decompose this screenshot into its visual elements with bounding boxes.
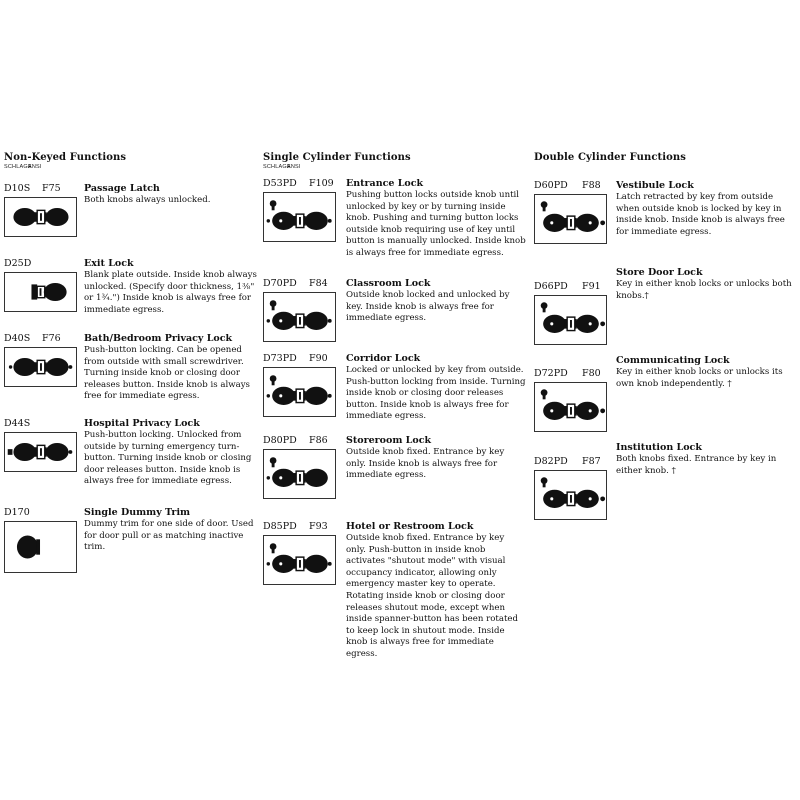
function-code: D25D — [4, 258, 32, 269]
function-code: D72PD F80 — [534, 368, 601, 379]
function-code: D10S F75 — [4, 183, 61, 194]
storeroom-lock-icon — [263, 449, 336, 499]
function-title: Single Dummy Trim — [84, 507, 191, 518]
passage-latch-icon — [4, 197, 77, 237]
function-description: Both knobs fixed. Entrance by key in either knob. † — [616, 454, 777, 476]
function-description: Pushing button locks outside knob until unlocked by key or by turning inside knob. Pushing and turning button locks outside knob requiring use of key until button is manually unlocked. Inside knob is always free for immediate egress. — [346, 190, 526, 258]
function-entry — [263, 521, 528, 659]
function-description: Latch retracted by key from outside when outside knob is locked by key in inside knob. Inside knob is always free for immediate egress. — [616, 192, 785, 237]
function-description: Blank plate outside. Inside knob always unlocked. (Specify door thickness, 1⅜" or 1¾.") Inside knob is always free for immediate egress. — [84, 270, 257, 315]
function-title: Hospital Privacy Lock — [84, 418, 200, 429]
function-description: Key in either knob locks or unlocks both knobs.† — [616, 279, 792, 301]
function-title: Exit Lock — [84, 258, 134, 269]
function-entry — [4, 183, 259, 255]
function-description: Outside knob fixed. Entrance by key only. Push-button in inside knob activates "shutout mode" with visual occupancy indicator, allowing only emergency master key to operate. Rotating inside knob or closing door releases shutout mode, except when inside spanner-button has been rotated to keep lock in shutout mode. Inside knob is always free for immediate egress. — [346, 533, 518, 659]
function-entry — [263, 353, 528, 433]
column-heading: Non-Keyed Functions — [4, 152, 127, 163]
function-code: D44S — [4, 418, 31, 429]
function-description: Outside knob locked and unlocked by key. Inside knob is always free for immediate egress. — [346, 290, 510, 324]
function-title: Institution Lock — [616, 442, 702, 453]
privacy-lock-icon — [4, 347, 77, 387]
function-title: Passage Latch — [84, 183, 160, 194]
function-title: Hotel or Restroom Lock — [346, 521, 474, 532]
column-double-cylinder — [534, 152, 798, 532]
institution-lock-icon — [534, 470, 607, 520]
function-title: Communicating Lock — [616, 355, 730, 366]
function-title: Store Door Lock — [616, 267, 703, 278]
column-sublabels: SCHLAGEANSI — [263, 164, 301, 170]
function-code: D40S F76 — [4, 333, 61, 344]
function-entry — [263, 435, 528, 507]
function-entry — [534, 442, 798, 527]
function-code: D170 — [4, 507, 30, 518]
classroom-lock-icon — [263, 292, 336, 342]
function-title: Entrance Lock — [346, 178, 424, 189]
function-entry — [534, 180, 798, 270]
function-code: D53PD F109 — [263, 178, 334, 189]
function-description: Locked or unlocked by key from outside. Push-button locking from inside. Turning inside knob or closing door releases button. Inside knob is always free for immediate egress. — [346, 365, 526, 422]
function-entry — [534, 267, 798, 352]
function-code: D60PD F88 — [534, 180, 601, 191]
function-code: D70PD F84 — [263, 278, 328, 289]
column-sublabels: SCHLAGEANSI — [4, 164, 42, 170]
exit-lock-icon — [4, 272, 77, 312]
function-description: Push-button locking. Can be opened from outside with small screwdriver. Turning inside knob or closing door releases button. Inside knob is always free for immediate egress. — [84, 345, 250, 402]
function-description: Push-button locking. Unlocked from outside by turning emergency turn-button. Turning inside knob or closing door releases button. Inside knob is always free for immediate egress. — [84, 430, 252, 487]
column-heading: Single Cylinder Functions — [263, 152, 411, 163]
function-title: Bath/Bedroom Privacy Lock — [84, 333, 233, 344]
vestibule-lock-icon — [534, 194, 607, 244]
function-entry — [263, 178, 528, 278]
function-code: D66PD F91 — [534, 281, 601, 292]
hospital-privacy-lock-icon — [4, 432, 77, 472]
function-code: D82PD F87 — [534, 456, 601, 467]
function-description: Key in either knob locks or unlocks its own knob independently. † — [616, 367, 783, 389]
function-title: Vestibule Lock — [616, 180, 694, 191]
function-entry — [4, 507, 259, 582]
communicating-lock-icon — [534, 382, 607, 432]
function-title: Classroom Lock — [346, 278, 431, 289]
function-code: D73PD F90 — [263, 353, 328, 364]
function-entry — [4, 418, 259, 500]
entrance-lock-icon — [263, 192, 336, 242]
dummy-trim-icon — [4, 521, 77, 573]
function-title: Storeroom Lock — [346, 435, 432, 446]
function-entry — [4, 333, 259, 415]
column-single-cylinder — [263, 152, 528, 659]
function-entry — [4, 258, 259, 330]
function-code: D85PD F93 — [263, 521, 328, 532]
function-description: Dummy trim for one side of door. Used for door pull or as matching inactive trim. — [84, 519, 254, 553]
store-door-lock-icon — [534, 295, 607, 345]
function-description: Outside knob fixed. Entrance by key only. Inside knob is always free for immediate egress. — [346, 447, 505, 481]
hotel-lock-icon — [263, 535, 336, 585]
function-code: D80PD F86 — [263, 435, 328, 446]
function-entry — [263, 278, 528, 350]
function-entry — [534, 355, 798, 440]
function-title: Corridor Lock — [346, 353, 421, 364]
column-heading: Double Cylinder Functions — [534, 152, 687, 163]
function-description: Both knobs always unlocked. — [84, 195, 211, 205]
corridor-lock-icon — [263, 367, 336, 417]
column-non-keyed — [4, 152, 259, 592]
